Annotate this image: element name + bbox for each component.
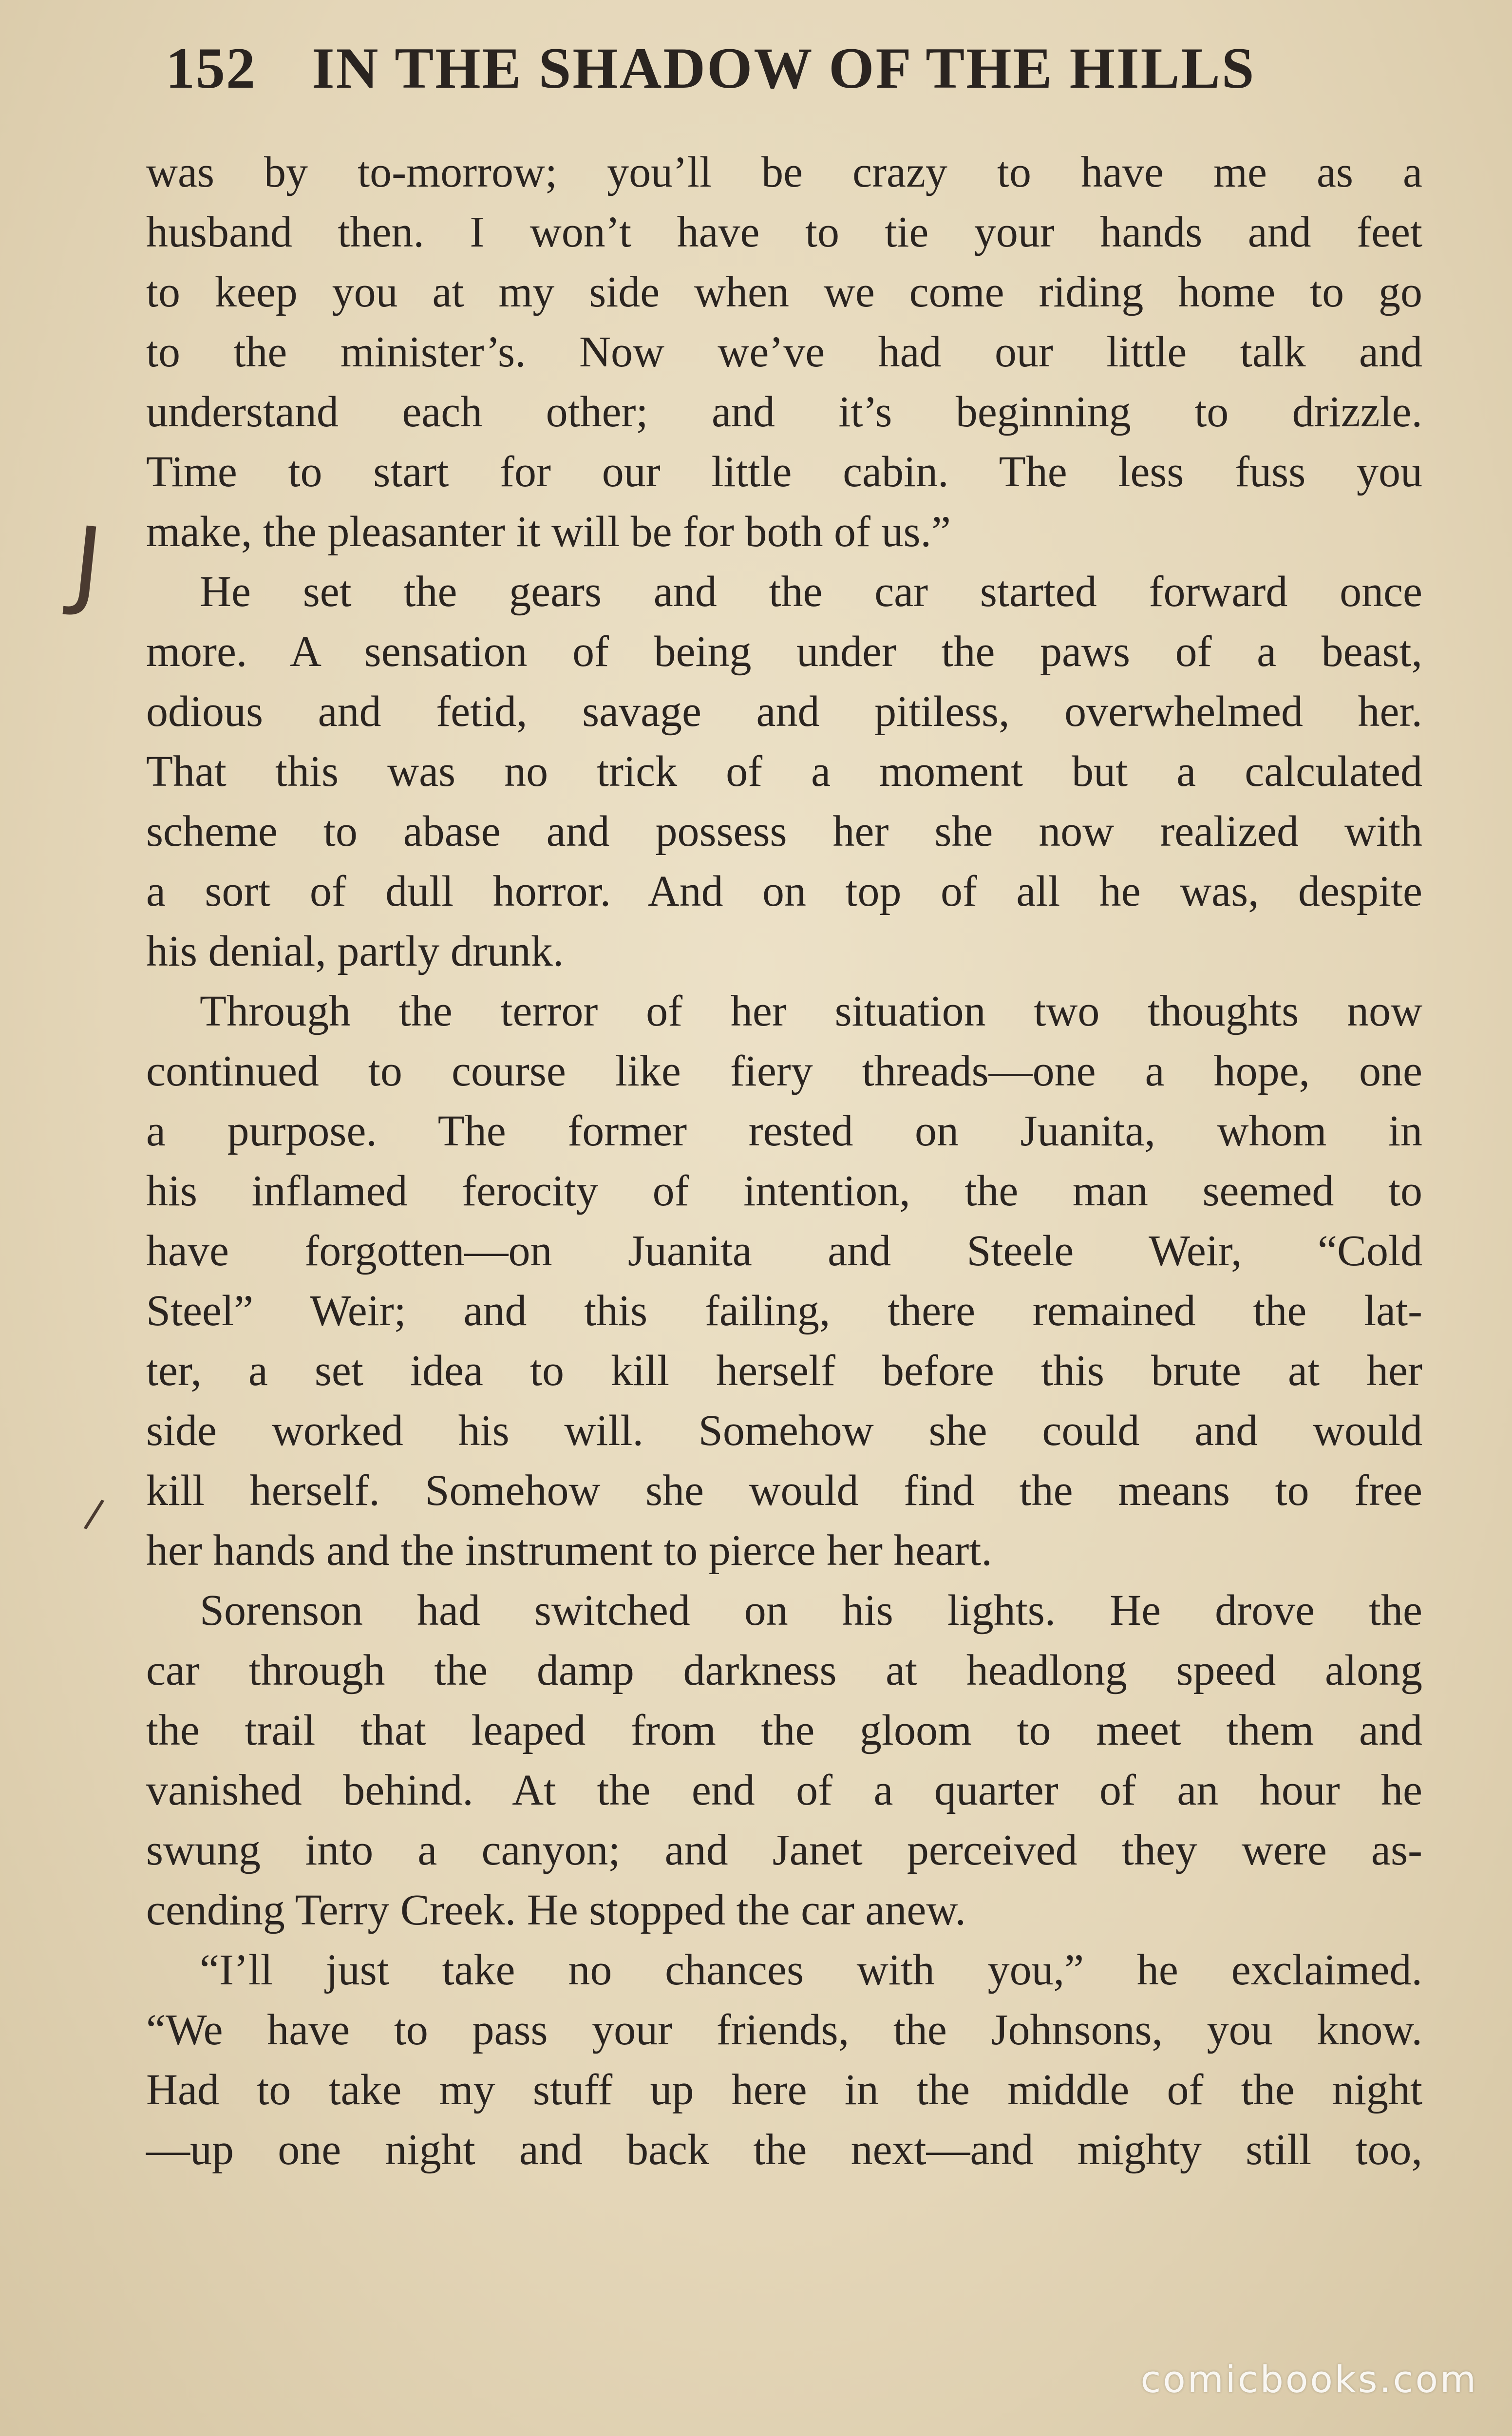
text-line: cending Terry Creek. He stopped the car anew.: [146, 1886, 966, 1934]
text-line: ter, a set idea to kill herself before this brute at her: [146, 1347, 1422, 1395]
text-line: “We have to pass your friends, the Johnsons, you know.: [146, 2006, 1422, 2054]
page-header: [166, 29, 1432, 107]
text-line: swung into a canyon; and Janet perceived they were as-: [146, 1826, 1422, 1874]
text-line: husband then. I won’t have to tie your hands and feet: [146, 208, 1422, 256]
text-line: vanished behind. At the end of a quarter of an hour he: [146, 1766, 1422, 1814]
text-line: scheme to abase and possess her she now realized with: [146, 807, 1422, 856]
text-line: Steel” Weir; and this failing, there remained the lat-: [146, 1287, 1422, 1335]
text-line: was by to-morrow; you’ll be crazy to have me as a: [146, 148, 1422, 196]
text-line: —up one night and back the next—and mighty still too,: [146, 2126, 1422, 2174]
text-line: Through the terror of her situation two thoughts now: [200, 987, 1422, 1035]
margin-pencil-mark: J: [67, 505, 108, 622]
text-line: “I’ll just take no chances with you,” he exclaimed.: [200, 1946, 1422, 1994]
text-line: the trail that leaped from the gloom to meet them and: [146, 1706, 1422, 1754]
margin-tick-mark: /: [82, 1490, 107, 1537]
text-line: side worked his will. Somehow she could and would: [146, 1407, 1422, 1455]
text-line: Sorenson had switched on his lights. He drove the: [200, 1586, 1422, 1635]
text-line: That this was no trick of a moment but a calculated: [146, 747, 1422, 796]
text-line: kill herself. Somehow she would find the means to free: [146, 1466, 1422, 1515]
text-line: to keep you at my side when we come riding home to go: [146, 268, 1422, 316]
body-text: [146, 142, 1422, 2180]
text-line: a sort of dull horror. And on top of all he was, despite: [146, 867, 1422, 915]
text-line: odious and fetid, savage and pitiless, overwhelmed her.: [146, 687, 1422, 736]
text-line: have forgotten—on Juanita and Steele Weir, “Cold: [146, 1227, 1422, 1275]
text-line: more. A sensation of being under the paws of a beast,: [146, 628, 1422, 676]
text-line: to the minister’s. Now we’ve had our little talk and: [146, 328, 1422, 376]
page-number: 152: [166, 36, 256, 100]
text-line: a purpose. The former rested on Juanita, whom in: [146, 1107, 1422, 1155]
text-line: make, the pleasanter it will be for both of us.”: [146, 508, 951, 556]
text-line: his inflamed ferocity of intention, the man seemed to: [146, 1167, 1422, 1215]
text-line: car through the damp darkness at headlong speed along: [146, 1646, 1422, 1694]
text-line: her hands and the instrument to pierce her heart.: [146, 1526, 992, 1575]
text-line: He set the gears and the car started forward once: [200, 568, 1422, 616]
running-head: IN THE SHADOW OF THE HILLS: [312, 36, 1256, 100]
watermark: comicbooks.com: [1140, 2358, 1478, 2401]
text-line: his denial, partly drunk.: [146, 927, 564, 975]
text-line: understand each other; and it’s beginning to drizzle.: [146, 388, 1422, 436]
text-line: Had to take my stuff up here in the middle of the night: [146, 2066, 1422, 2114]
text-line: continued to course like fiery threads—one a hope, one: [146, 1047, 1422, 1095]
text-line: Time to start for our little cabin. The less fuss you: [146, 448, 1422, 496]
